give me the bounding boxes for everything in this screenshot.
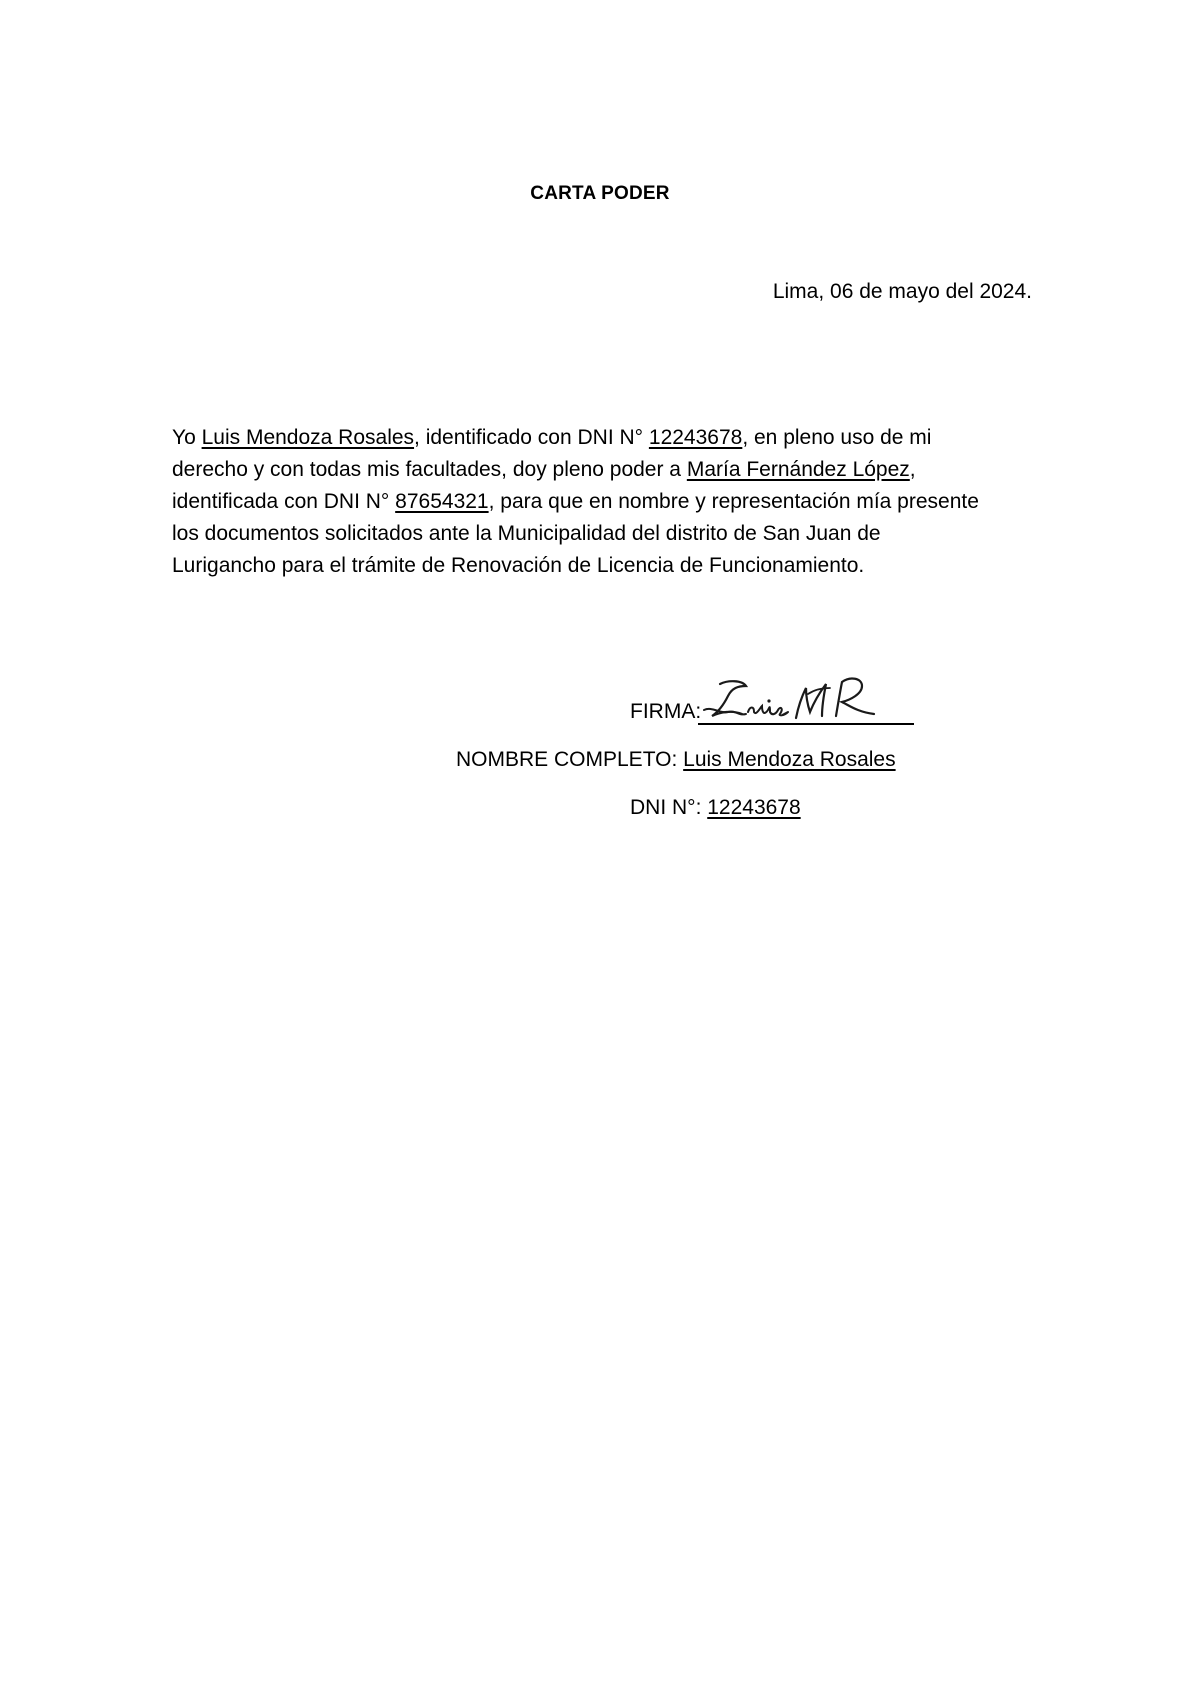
date-line: Lima, 06 de mayo del 2024. xyxy=(772,280,1032,303)
nombre-value: Luis Mendoza Rosales xyxy=(683,748,896,771)
nombre-label: NOMBRE COMPLETO: xyxy=(456,748,684,771)
firma-row xyxy=(630,672,1030,723)
nombre-completo-row xyxy=(456,748,896,772)
body-text-fragment: , en pleno uso de mi xyxy=(742,426,932,449)
body-text-fragment: Yo xyxy=(172,426,202,449)
grantor-name: Luis Mendoza Rosales xyxy=(201,426,415,449)
grantee-dni: 87654321 xyxy=(395,490,489,513)
firma-label: FIRMA: xyxy=(630,700,702,723)
handwritten-signature xyxy=(698,672,888,728)
body-line-3 xyxy=(172,486,1052,518)
body-text-fragment: derecho y con todas mis facultades, doy pleno poder a xyxy=(172,458,687,481)
body-line-5: Lurigancho para el trámite de Renovación de Licencia de Funcionamiento. xyxy=(172,554,865,577)
body-paragraph xyxy=(172,422,1052,582)
body-line-4: los documentos solicitados ante la Municipalidad del distrito de San Juan de xyxy=(172,522,881,545)
body-text-fragment: identificada con DNI N° xyxy=(172,490,396,513)
dni-row xyxy=(630,796,801,820)
dni-label: DNI N°: xyxy=(630,796,708,819)
body-text-fragment: , xyxy=(909,458,916,481)
body-text-fragment: , identificado con DNI N° xyxy=(414,426,649,449)
body-line-2 xyxy=(172,454,1052,486)
document-title: CARTA PODER xyxy=(530,183,670,204)
body-line-1 xyxy=(172,422,1052,454)
grantor-dni: 12243678 xyxy=(648,426,743,449)
grantee-name: María Fernández López xyxy=(686,458,910,481)
body-text-fragment: , para que en nombre y representación mía presente xyxy=(488,490,979,513)
dni-value: 12243678 xyxy=(707,796,801,819)
